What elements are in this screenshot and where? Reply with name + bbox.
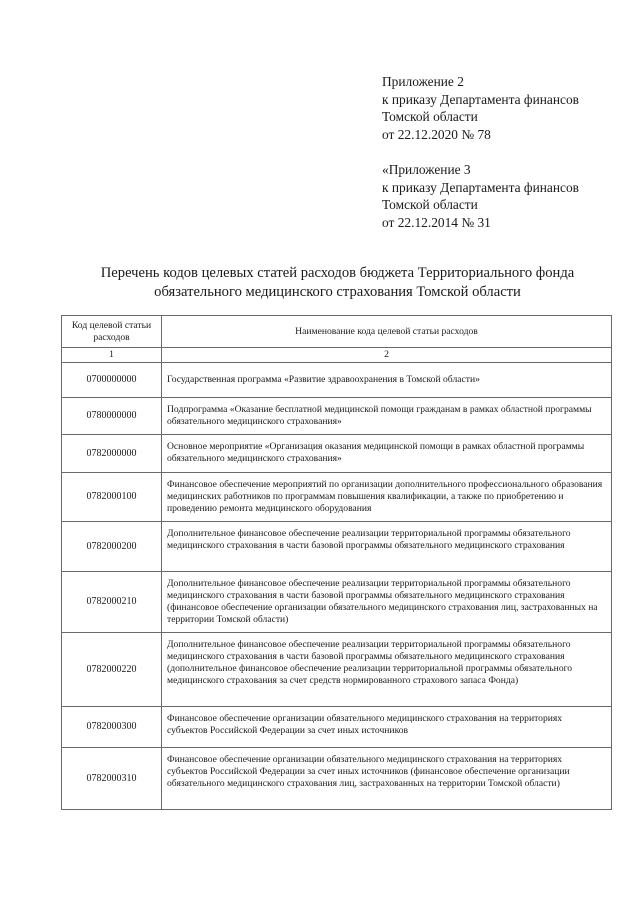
table-row: [62, 748, 612, 810]
row-code: 0782000310: [62, 748, 162, 810]
appendix-label: «Приложение 3: [382, 162, 471, 177]
table-row: [62, 572, 612, 633]
row-name: Финансовое обеспечение организации обязательного медицинского страхования на территориях субъектов Российской Федерации за счет иных источников: [162, 707, 612, 748]
column-header-name: Наименование кода целевой статьи расходов: [162, 316, 612, 348]
target-codes-table: [61, 315, 612, 810]
order-date-number: от 22.12.2020 № 78: [382, 126, 491, 142]
row-name: Подпрограмма «Оказание бесплатной медицинской помощи гражданам в рамках областной программы обязательного медицинского страхования»: [162, 398, 612, 435]
row-name: Дополнительное финансовое обеспечение реализации территориальной программы обязательного медицинского страхования в части базовой программы обязательного медицинского страхования: [162, 522, 612, 572]
row-code: 0782000220: [62, 633, 162, 707]
order-reference: к приказу Департамента финансов: [382, 91, 579, 107]
column-header-code: Код целевой статьи расходов: [62, 316, 162, 348]
row-code: 0782000210: [62, 572, 162, 633]
row-code: 0700000000: [62, 363, 162, 398]
row-name: Основное мероприятие «Организация оказания медицинской помощи в рамках областной программы обязательного медицинского страхования»: [162, 435, 612, 473]
row-code: 0782000300: [62, 707, 162, 748]
document-title: [60, 264, 615, 302]
row-name: Дополнительное финансовое обеспечение реализации территориальной программы обязательного медицинского страхования в части базовой программы обязательного медицинского страхования (дополнительное финансовое обеспечение реализации территориальной программы обязательного медицинского страхования за счет средств нормированного страхового запаса Фонда): [162, 633, 612, 707]
appendix-header: [382, 73, 632, 143]
original-appendix-header: [382, 161, 632, 231]
column-number: 1: [62, 348, 162, 363]
region-name: Томской области: [382, 197, 478, 212]
order-date-number: от 22.12.2014 № 31: [382, 214, 491, 230]
row-code: 0782000100: [62, 473, 162, 522]
row-code: 0782000200: [62, 522, 162, 572]
row-name: Дополнительное финансовое обеспечение реализации территориальной программы обязательного медицинского страхования в части базовой программы обязательного медицинского страхования (финансовое обеспечение организации обязательного медицинского страхования лиц, застрахованных на территории Томской области): [162, 572, 612, 633]
column-number-row: [62, 348, 612, 363]
appendix-label: Приложение 2: [382, 74, 464, 89]
table-row: [62, 435, 612, 473]
order-reference: к приказу Департамента финансов: [382, 179, 579, 195]
table-row: [62, 363, 612, 398]
row-name: Финансовое обеспечение мероприятий по организации дополнительного профессионального образования медицинских работников по программам повышения квалификации, а также по приобретению и проведению ремонта медицинского оборудования: [162, 473, 612, 522]
table-row: [62, 398, 612, 435]
row-code: 0780000000: [62, 398, 162, 435]
row-code: 0782000000: [62, 435, 162, 473]
row-name: Государственная программа «Развитие здравоохранения в Томской области»: [162, 363, 612, 398]
table-row: [62, 633, 612, 707]
table-row: [62, 522, 612, 572]
table-header-row: [62, 316, 612, 348]
column-number: 2: [162, 348, 612, 363]
title-line: Перечень кодов целевых статей расходов бюджета Территориального фонда: [100, 265, 575, 281]
title-line: обязательного медицинского страхования Томской области: [154, 284, 521, 300]
table-row: [62, 473, 612, 522]
table-row: [62, 707, 612, 748]
row-name: Финансовое обеспечение организации обязательного медицинского страхования на территориях субъектов Российской Федерации за счет иных источников (финансовое обеспечение организации обязательного медицинского страхования лиц, застрахованных на территории Томской области): [162, 748, 612, 810]
region-name: Томской области: [382, 109, 478, 124]
